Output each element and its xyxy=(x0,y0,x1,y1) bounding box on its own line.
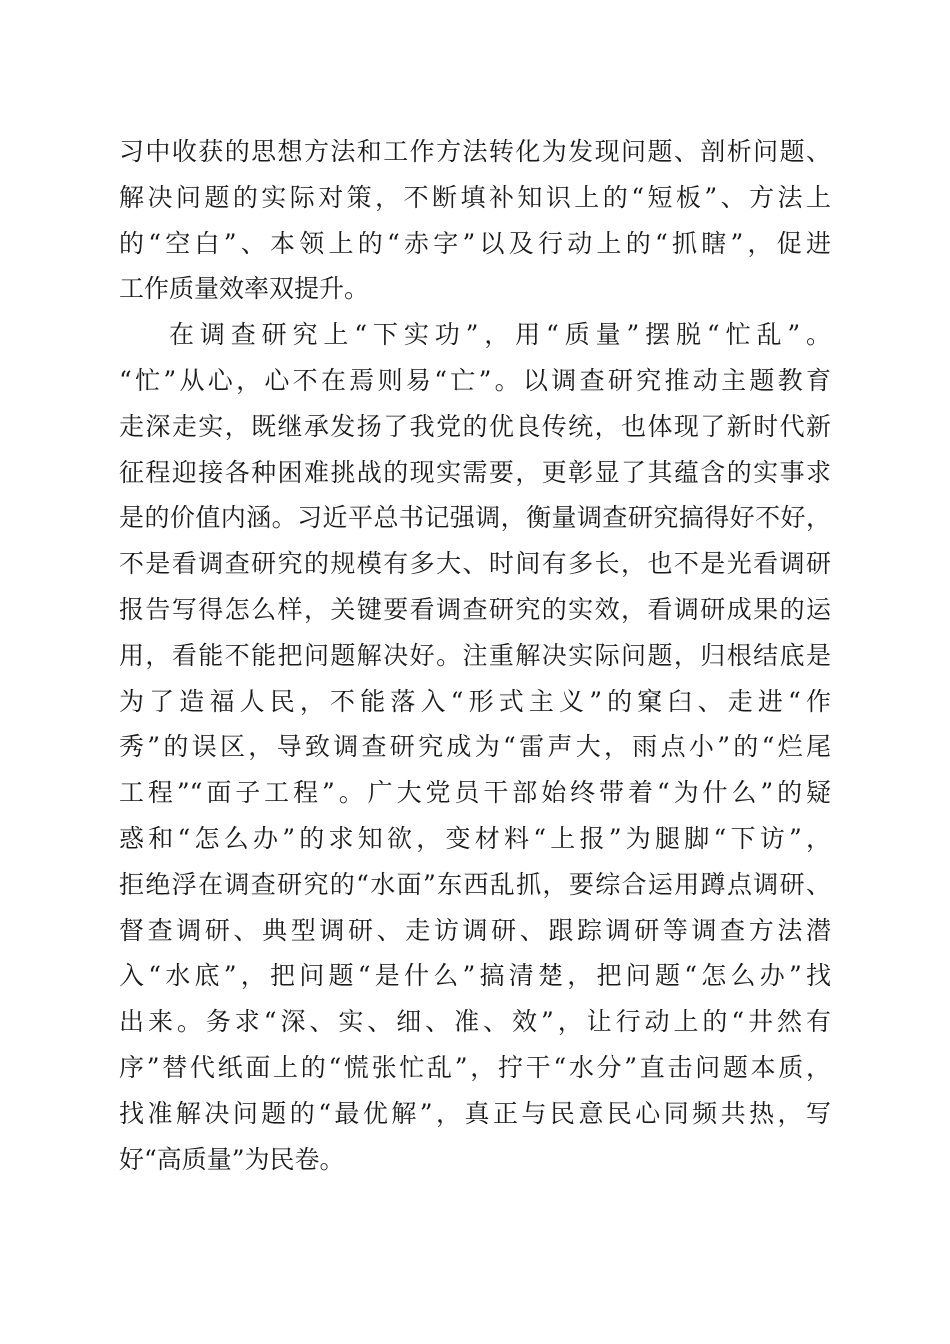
text-line: 的“空白”、本领上的“赤字”以及行动上的“抓瞎”，促进 xyxy=(119,228,831,258)
text-line: 好“高质量”为民卷。 xyxy=(119,1144,345,1174)
text-line: 找准解决问题的“最优解”，真正与民意民心同频共热，写 xyxy=(119,1098,831,1128)
text-line: 习中收获的思想方法和工作方法转化为发现问题、剖析问题、 xyxy=(119,137,831,166)
text-line: 为了造福人民，不能落入“形式主义”的窠臼、走进“作 xyxy=(119,686,831,716)
text-line: “忙”从心，心不在焉则易“亡”。以调查研究推动主题教育 xyxy=(119,365,831,395)
body-text xyxy=(119,129,831,1182)
text-line: 惑和“怎么办”的求知欲，变材料“上报”为腿脚“下访”， xyxy=(119,823,831,853)
text-line: 报告写得怎么样，关键要看调查研究的实效，看调研成果的运 xyxy=(119,594,831,624)
text-line: 走深走实，既继承发扬了我党的优良传统，也体现了新时代新 xyxy=(119,411,831,441)
text-line: 是的价值内涵。习近平总书记强调，衡量调查研究搞得好不好， xyxy=(119,503,831,533)
text-line: 督查调研、典型调研、走访调研、跟踪调研等调查方法潜 xyxy=(119,915,831,945)
text-line: 出来。务求“深、实、细、准、效”，让行动上的“井然有 xyxy=(119,1007,831,1037)
text-line: 在调查研究上“下实功”，用“质量”摆脱“忙乱”。 xyxy=(169,320,831,350)
text-line: 工作质量效率双提升。 xyxy=(119,274,370,304)
text-line: 用，看能不能把问题解决好。注重解决实际问题，归根结底是 xyxy=(119,640,831,670)
paragraph-1 xyxy=(119,129,831,312)
paragraph-2 xyxy=(119,312,831,1182)
text-line: 工程”“面子工程”。广大党员干部始终带着“为什么”的疑 xyxy=(119,778,831,808)
text-line: 征程迎接各种困难挑战的现实需要，更彰显了其蕴含的实事求 xyxy=(119,457,831,487)
text-line: 秀”的误区，导致调查研究成为“雷声大，雨点小”的“烂尾 xyxy=(119,732,831,762)
text-line: 序”替代纸面上的“慌张忙乱”，拧干“水分”直击问题本质， xyxy=(119,1052,831,1082)
text-line: 拒绝浮在调查研究的“水面”东西乱抓，要综合运用蹲点调研、 xyxy=(119,869,831,899)
text-line: 入“水底”，把问题“是什么”搞清楚，把问题“怎么办”找 xyxy=(119,961,831,991)
text-line: 解决问题的实际对策，不断填补知识上的“短板”、方法上 xyxy=(119,182,831,212)
text-line: 不是看调查研究的规模有多大、时间有多长，也不是光看调研 xyxy=(119,549,831,579)
